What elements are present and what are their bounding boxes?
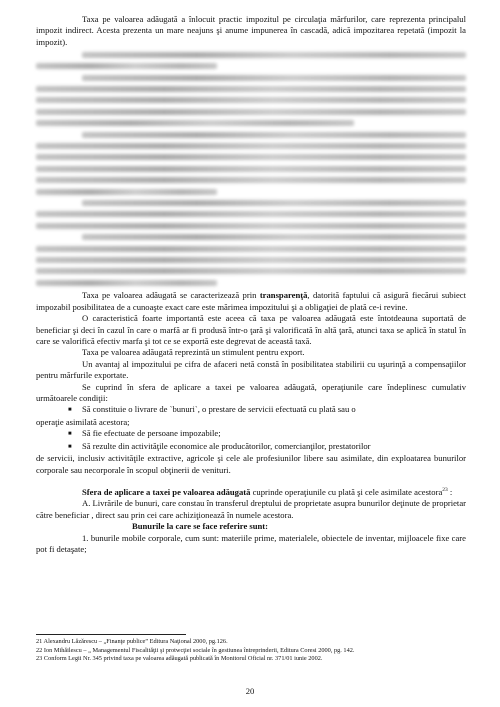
- paragraph-export-stimulus: Taxa pe valoarea adăugată reprezintă un stimulent pentru export.: [82, 347, 305, 358]
- paragraph-advantage: Un avantaj al impozitului pe cifra de afaceri netă constă în posibilitatea stabilirii cu uşurinţă a compensaţiilor pentru mărfurile exportate.: [36, 358, 466, 381]
- blurred-text-region: [36, 49, 466, 288]
- body-text: [36, 14, 466, 555]
- paragraph-deliveries: A. Livrările de bunuri, care constau în transferul dreptului de proprietate asupra bunurilor deţinute de proprietar către beneficiar , direct sau prin cei care achiziţionează în numele acestora.: [36, 498, 466, 520]
- numbered-item: 1. bunurile mobile corporale, cum sunt: materiile prime, materialele, obiectele de inventar, mijloacele fixe care pot fi detaşate;: [36, 532, 466, 554]
- bullet-square-icon: ■: [68, 431, 72, 438]
- paragraph-transparency: Taxa pe valoarea adăugată se caracterizează prin transparenţă, datorită faptului că asigură fiecărui subiect impozabil posibilitatea de a cunoaşte exact care este mărimea impozitului şi a obligaţiei de plată ce-i revine.: [36, 290, 466, 312]
- bullet-item: ■ Să rezulte din activităţile economice ale producătorilor, comercianţilor, prestatorilor: [36, 441, 466, 453]
- paragraph-intro: Taxa pe valoarea adăugată a înlocuit practic impozitul pe circulaţia mărfurilor, care reprezenta principalul impozit indirect. Acesta prezenta un mare neajuns şi anume impunerea în cascadă, adică impozitarea repetată (impozit la impozit).: [36, 14, 466, 47]
- footnotes: [36, 634, 466, 664]
- bullet-item: ■ Să constituie o livrare de `bunuri`, o prestare de servicii efectuată cu plată sau o: [36, 404, 466, 416]
- page-number: 20: [245, 686, 255, 696]
- bullet-item: ■ Să fie efectuate de persoane impozabile;: [36, 428, 466, 440]
- paragraph-scope: Sfera de aplicare a taxei pe valoarea adăugată cuprinde operaţiunile cu plată şi cele asimilate acestora$^{23}$ :: [82, 486, 453, 497]
- subheading-goods: Bunurile la care se face referire sunt:: [132, 521, 269, 532]
- bullet-square-icon: ■: [68, 443, 72, 450]
- footnote: 23 Conform Legii Nr. 345 privind taxa pe valoarea adăugată publicată în Monitorul Oficial nr. 371/01 iunie 2002.: [36, 655, 323, 662]
- footnote: 21 Alexandru Lăzărescu – „Finanţe publice” Editura Naţional 2000, pg.126.: [36, 638, 228, 645]
- footnote: 22 Ion Mihăilescu – „ Managementul Fiscalităţii şi protwcţiei sociale în gestiunea întreprinderii, Editura Coresi 2000, pg. 142.: [36, 646, 355, 654]
- bullet-continuation: de servicii, inclusiv activităţile extractive, agricole şi cele ale profesiunilor libere sau asimilate, din exploatarea bunurilor corporale sau necorporale în scopul obţinerii de venituri.: [36, 453, 466, 475]
- bullet-square-icon: ■: [68, 407, 72, 414]
- paragraph-conditions: Se cuprind în sfera de aplicare a taxei pe valoarea adăugată, operaţiunile care îndeplinesc cumulativ următoarele condiţii:: [36, 381, 466, 404]
- paragraph-characteristic: O caracteristică foarte importantă este aceea că taxa pe valoarea adăugată este întotdeauna suportată de beneficiar şi deci în cazul în care o marfă ar fi produsă într-o ţară şi valorificată în altă ţară, atunci taxa se aplică în statul în care se valorifică efectiv marfa şi tot ce se exportă este degrevat de această taxă.: [36, 313, 466, 347]
- bullet-continuation: operaţie asimilată acestora;: [36, 416, 130, 427]
- footnote-divider: [36, 634, 186, 635]
